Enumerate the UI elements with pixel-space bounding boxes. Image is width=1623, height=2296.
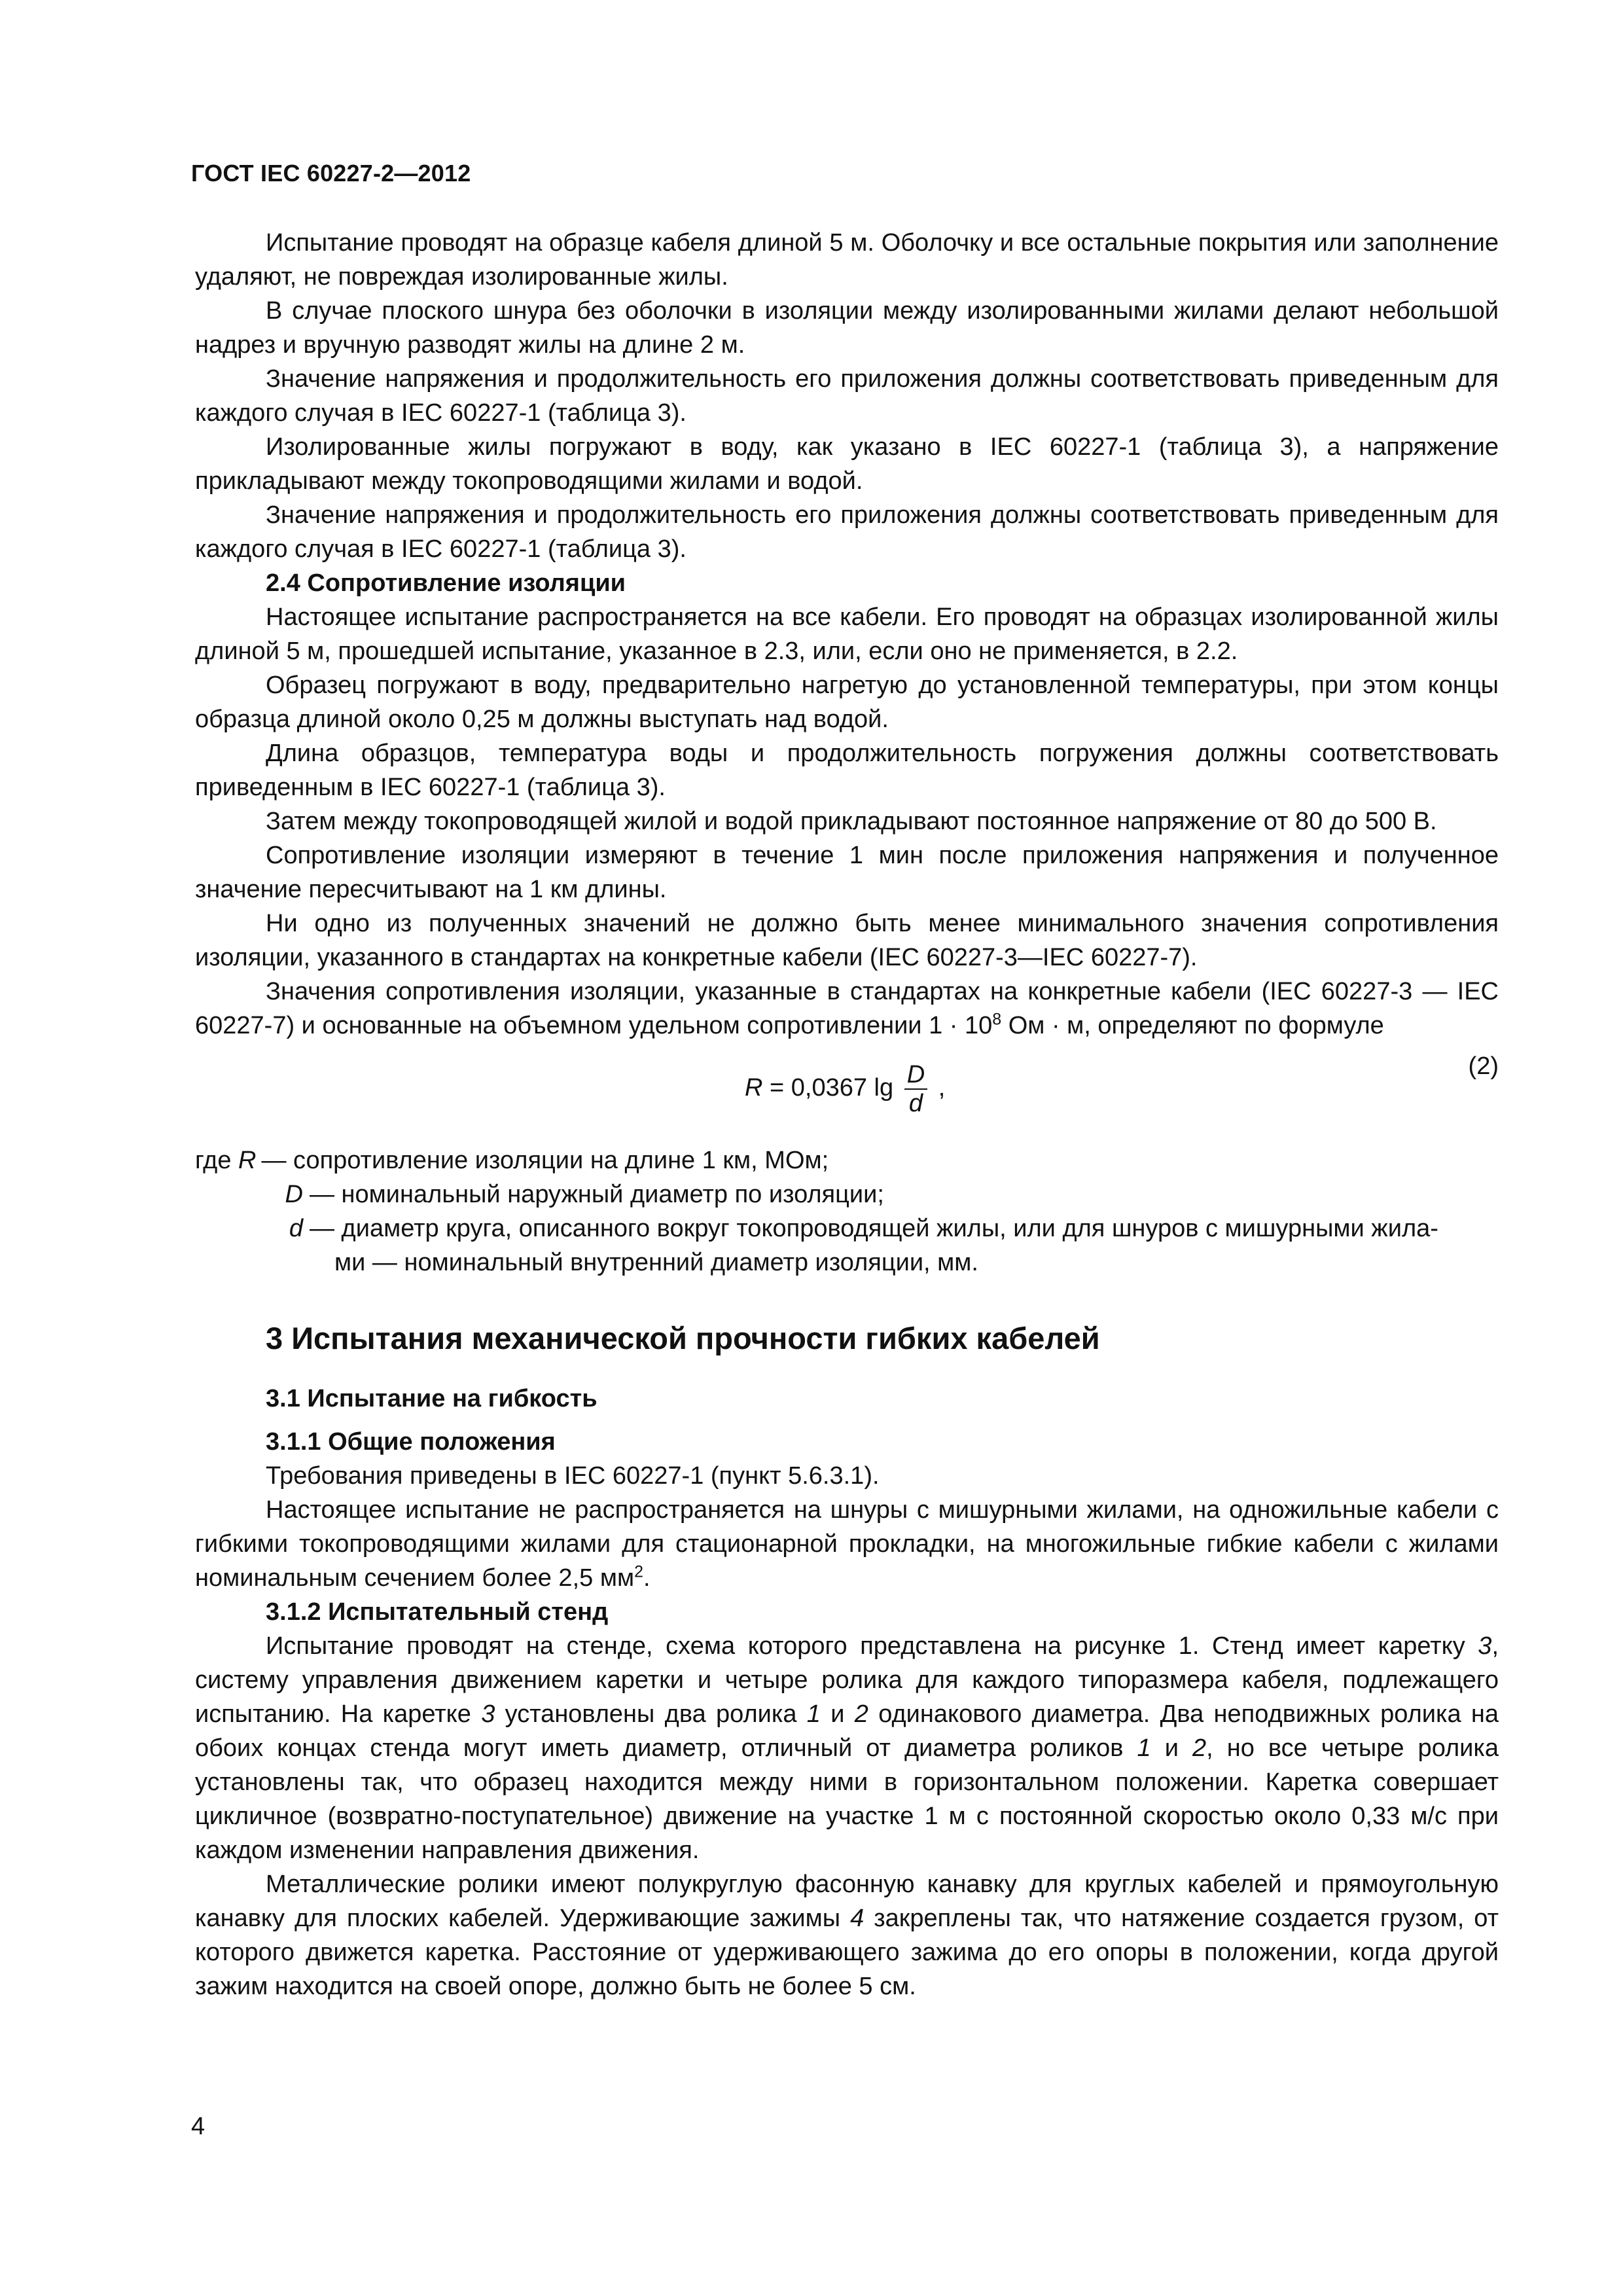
formula-denominator: d [908, 1090, 923, 1117]
text-run: Металлические ролики имеют полукруглую фасонную канавку для круглых кабелей и прямоугольную канавку для плоских кабелей. Удерживающие зажимы [195, 1871, 1499, 1932]
paragraph: Требования приведены в IEC 60227-1 (пункт 5.6.3.1). [266, 1462, 880, 1490]
definition-item [195, 1143, 1499, 1177]
paragraph: Изолированные жилы погружают в воду, как указано в IEC 60227-1 (таблица 3), а напряжение прикладывают между токопроводящими жилами и водой. [195, 433, 1499, 495]
page-number: 4 [191, 2113, 205, 2140]
paragraph: Значение напряжения и продолжительность его приложения должны соответствовать приведенным для каждого случая в IEC 60227-1 (таблица 3). [195, 501, 1499, 563]
paragraph: Образец погружают в воду, предварительно нагретую до установленной температуры, при этом концы образца длиной около 0,25 м должны выступать над водой. [195, 672, 1499, 733]
where-label [195, 1143, 261, 1177]
paragraph: Ни одно из полученных значений не должно быть менее минимального значения сопротивления изоляции, указанного в стандартах на конкретные кабели (IEC 60227-3—IEC 60227-7). [195, 910, 1499, 971]
formula-block [195, 1049, 1499, 1134]
definition-symbol: D [285, 1181, 303, 1208]
item-ref: 2 [854, 1700, 868, 1728]
paragraph-rollers [195, 1867, 1499, 2003]
formula-trail: , [931, 1074, 946, 1102]
text-run: , но все четыре ролика установлены так, что образец находится между ними в горизонтальном положении. Каретка совершает цикличное (возвратно-поступательное) движение на участке 1 м с постоянной скоростью около 0,33 м/с при каждом изменении направления движения. [195, 1734, 1499, 1864]
section-heading-3-1: 3.1 Испытание на гибкость [266, 1385, 597, 1412]
formula [745, 1061, 945, 1117]
paragraph: Значение напряжения и продолжительность его приложения должны соответствовать приведенным для каждого случая в IEC 60227-1 (таблица 3). [195, 365, 1499, 427]
definition-symbol-cell [195, 1211, 310, 1280]
superscript: 2 [634, 1562, 643, 1581]
formula-rhs: = 0,0367 lg [762, 1074, 894, 1102]
section-heading-2-4: 2.4 Сопротивление изоляции [266, 569, 626, 597]
text-run: и [820, 1700, 855, 1728]
paragraph-test-stand [195, 1629, 1499, 1867]
equation-number: (2) [1468, 1052, 1499, 1080]
text-run: одинакового диаметра. Два неподвижных ролика на обоих концах стенда могут иметь диаметр, отличный от диаметра роликов [195, 1700, 1499, 1762]
document-header: ГОСТ IEC 60227-2—2012 [191, 160, 471, 187]
paragraph-scope [195, 1493, 1499, 1595]
item-ref: 1 [806, 1700, 821, 1728]
text-run: , систему управления движением каретки и четыре ролика для каждого типоразмера кабеля, подлежащего испытанию. На каретке [195, 1632, 1499, 1728]
item-ref: 4 [850, 1905, 865, 1932]
item-ref: 1 [1137, 1734, 1151, 1762]
text-run: Ом · м, определяют по формуле [1001, 1012, 1384, 1039]
text-run: установлены два ролика [495, 1700, 807, 1728]
formula-fraction [904, 1061, 927, 1117]
definition-item [195, 1177, 1499, 1211]
paragraph: Испытание проводят на образце кабеля длиной 5 м. Оболочку и все остальные покрытия или заполнение удаляют, не повреждая изолированные жилы. [195, 229, 1499, 291]
definition-continuation: ми — номинальный внутренний диаметр изоляции, мм. [334, 1249, 978, 1276]
definition-symbol-cell [195, 1177, 310, 1211]
where-word: где [195, 1147, 232, 1174]
item-ref: 3 [1478, 1632, 1492, 1660]
paragraph: Длина образцов, температура воды и продолжительность погружения должны соответствовать приведенным в IEC 60227-1 (таблица 3). [195, 740, 1499, 801]
definition-symbol: R [238, 1147, 257, 1174]
paragraph: В случае плоского шнура без оболочки в изоляции между изолированными жилами делают небольшой надрез и вручную разводят жилы на длине 2 м. [195, 297, 1499, 359]
formula-numerator: D [904, 1061, 927, 1090]
paragraph-resistivity [195, 975, 1499, 1043]
superscript: 8 [992, 1010, 1002, 1029]
paragraph: Затем между токопроводящей жилой и водой прикладывают постоянное напряжение от 80 до 500 В. [266, 808, 1437, 835]
definition-item [195, 1211, 1499, 1280]
text-run: Настоящее испытание не распространяется на шнуры с мишурными жилами, на одножильные кабели с гибкими токопроводящими жилами для стационарной прокладки, на многожильные гибкие кабели с жилами номинальным сечением более 2,5 мм [195, 1496, 1499, 1592]
paragraph: Настоящее испытание распространяется на все кабели. Его проводят на образцах изолированной жилы длиной 5 м, прошедшей испытание, указанное в 2.3, или, если оно не применяется, в 2.2. [195, 603, 1499, 665]
definition-text: — номинальный наружный диаметр по изоляции; [310, 1181, 884, 1208]
paragraph: Сопротивление изоляции измеряют в течение 1 мин после приложения напряжения и полученное значение пересчитывают на 1 км длины. [195, 842, 1499, 903]
definition-text-block [310, 1211, 1499, 1280]
item-ref: 3 [481, 1700, 495, 1728]
definition-text: — сопротивление изоляции на длине 1 км, МОм; [261, 1147, 829, 1174]
text-run: Испытание проводят на стенде, схема которого представлена на рисунке 1. Стенд имеет каретку [266, 1632, 1478, 1660]
document-body [195, 226, 1499, 2003]
text-run: и [1150, 1734, 1192, 1762]
text-run: . [643, 1564, 651, 1592]
definition-symbol: d [289, 1215, 303, 1242]
item-ref: 2 [1192, 1734, 1207, 1762]
formula-lhs: R [745, 1074, 763, 1102]
text-run: Значения сопротивления изоляции, указанные в стандартах на конкретные кабели (IEC 60227-3 — IEC 60227-7) и основанные на объемном удельном сопротивлении 1 · 10 [195, 978, 1499, 1039]
text-run: закреплены так, что натяжение создается грузом, от которого движется каретка. Расстояние от удерживающего зажима до его опоры в положении, когда другой зажим находится на своей опоре, должно быть не более 5 см. [195, 1905, 1499, 2000]
section-heading-3-1-1: 3.1.1 Общие положения [266, 1428, 556, 1456]
section-heading-3: 3 Испытания механической прочности гибких кабелей [266, 1321, 1100, 1355]
section-heading-3-1-2: 3.1.2 Испытательный стенд [266, 1598, 609, 1626]
definition-text: — диаметр круга, описанного вокруг токопроводящей жилы, или для шнуров с мишурными жила- [310, 1215, 1438, 1242]
